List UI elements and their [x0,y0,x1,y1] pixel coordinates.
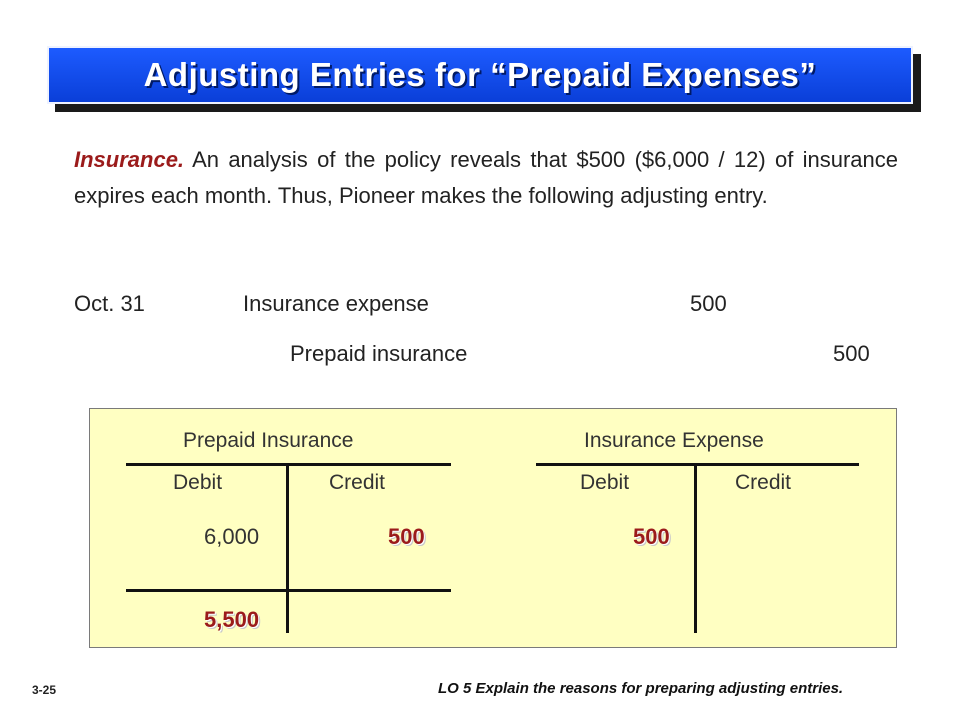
credit-account: Prepaid insurance [290,341,468,366]
debit-entry: 6,000 [204,524,260,549]
slide-number: 3-25 [32,683,57,697]
paragraph-body: An analysis of the policy reveals that $500 ($6,000 / 12) of insurance expires each month. Thus, Pioneer makes the following adjusting entry. [74,147,898,208]
t-account-title-expense: Insurance Expense [584,429,764,452]
slide-title: Adjusting Entries for “Prepaid Expenses” [143,56,817,93]
title-banner [47,46,913,104]
debit-entry: 500 [633,524,670,549]
t-account-center-line [694,463,697,633]
paragraph-lead: Insurance. [74,147,185,172]
debit-header: Debit [173,471,223,494]
learning-objective: LO 5 Explain the reasons for preparing adjusting entries. [438,680,844,697]
debit-account: Insurance expense [243,291,429,316]
t-account-panel [89,408,897,648]
credit-entry: 500 [388,524,425,549]
credit-header: Credit [735,471,792,494]
balance-amount: 5,500 [204,607,260,632]
t-account-title-prepaid: Prepaid Insurance [183,429,354,452]
entry-date: Oct. 31 [74,291,145,316]
t-account-top-line [536,463,859,466]
explanation-paragraph [74,142,898,214]
debit-amount: 500 [690,291,727,316]
debit-header: Debit [580,471,630,494]
credit-amount: 500 [833,341,870,366]
t-account-center-line [286,463,289,633]
credit-header: Credit [329,471,386,494]
balance-line [126,589,451,592]
